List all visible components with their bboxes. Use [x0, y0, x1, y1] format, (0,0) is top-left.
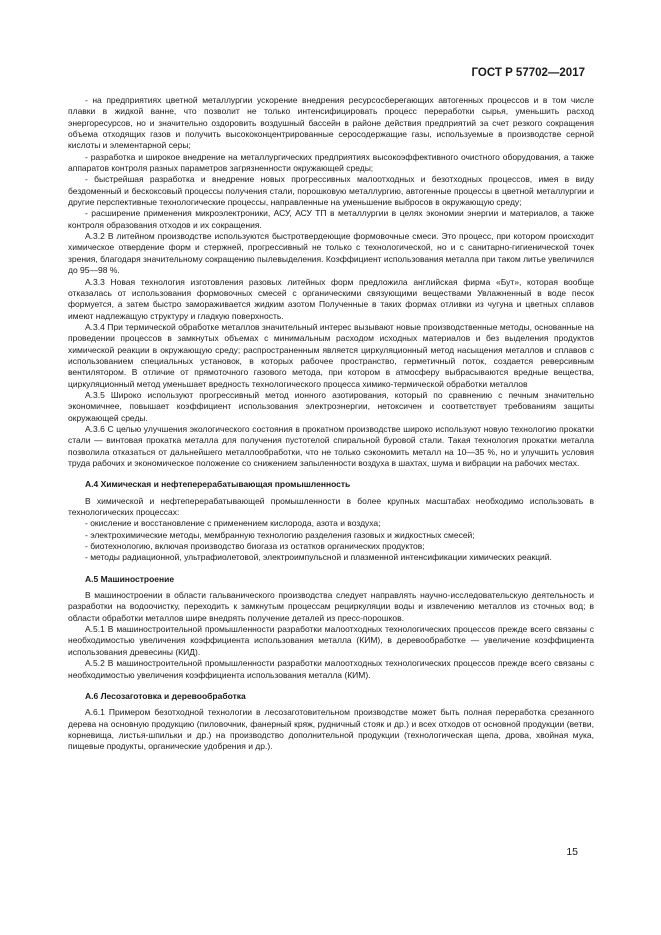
paragraph: А.3.6 С целью улучшения экологического состояния в прокатном производстве широко используют новую технологию прокатки стали — винтовая прокатка металла для получения пустотелой спиральной буровой стали. Такая технология прокатки металла позволила отказаться от дальнейшего металлообработки, что не только сэкономить металл на 10—35 %, но и улучшить условия труда рабочих и экономическое положение со снижением запыленности воздуха в шахтах, шума и вибрации на рабочих местах. — [68, 423, 594, 468]
paragraph: - электрохимические методы, мембранную технологию разделения газовых и жидкостных смесей; — [85, 529, 475, 540]
paragraph: - биотехнологию, включая производство биогаза из остатков органических продуктов; — [85, 541, 425, 552]
paragraph: - быстрейшая разработка и внедрение новых прогрессивных малоотходных и безотходных процессов, имея в виду бездоменный и бескоксовый процессы получения стали, порошковую металлургию, автогенные процессы в цветной металлургии и другие перспективные технологические процессы, направленные на уменьшение выбросов в окружающую среду; — [68, 174, 594, 208]
paragraph: - методы радиационной, ультрафиолетовой, электроимпульсной и плазменной интенсификации химических реакций. — [85, 552, 552, 563]
paragraph: А.3.3 Новая технология изготовления разовых литейных форм предложила английская фирма «Бут», которая вообще отказалась от использования формовочных смесей с органическими связующими веществами Увлажненный в воде песок формуется, а затем быстро замораживается жидким азотом Полученные в таких формах отливки из чугуна и цветных сплавов имеют надлежащую структуру и гладкую поверхность. — [68, 276, 594, 321]
paragraph: - разработка и широкое внедрение на металлургических предприятиях высокоэффективного очистного оборудования, а также аппаратов контроля разных параметров загрязненности окружающей среды; — [68, 151, 594, 174]
page-number: 15 — [566, 846, 578, 858]
section-heading: А.4 Химическая и нефтеперерабатывающая промышленность — [85, 479, 351, 490]
paragraph: В машиностроении в области гальванического производства следует направлять научно-исследовательскую деятельность и разработки на водоочистку, переходить к замкнутым процессам рециркуляции воды и извлечению металлов из сточных вод; в области обработки металлов шире внедрять получение деталей из пресс-порошков. — [68, 590, 594, 623]
paragraph: - на предприятиях цветной металлургии ускорение внедрения ресурсосберегающих автогенных процессов и в том числе плавки в жидкой ванне, что позволит не только интенсифицировать процесс переработки сырья, уменьшить расход энергоресурсов, но и значительно оздоровить воздушный бассейн в районе действия предприятий за счет резкого сокращения объема отходящих газов и получить высококонцентрированные серосодержащие газы, используемые в производстве серной кислоты и элементарной серы; — [68, 95, 594, 151]
paragraph: - окисление и восстановление с применением кислорода, азота и воздуха; — [85, 518, 381, 529]
section-heading: А.6 Лесозаготовка и деревообработка — [85, 690, 246, 701]
document-header: ГОСТ Р 57702—2017 — [471, 67, 585, 79]
paragraph: А.3.5 Широко используют прогрессивный метод ионного азотирования, который по сравнению с печным значительно экономичнее, повышает коэффициент использования электроэнергии, нетоксичен и соответствует требованиям защиты окружающей среды. — [68, 389, 594, 423]
paragraph: - расширение применения микроэлектроники, АСУ, АСУ ТП в металлургии в целях экономии энергии и материалов, а также контроля образования отходов и их сокращения. — [68, 208, 594, 230]
paragraph: А.3.4 При термической обработке металлов значительный интерес вызывают новые производственные методы, основанные на проведении процессов в замкнутых объемах с минимальным расходом исходных материалов и без выделения продуктов химической реакции в окружающую среду; распространенным является циркуляционный метод насыщения металлов и сплавов с использованием специальных установок, в которых рабочее пространство, герметичный поток, создается реверсивным вентилятором. В отличие от прямоточного газового метода, при котором в атмосферу выбрасываются вредные вещества, циркуляционный метод уменьшает вредность технологического процесса химико-термической обработки металлов — [68, 321, 594, 389]
paragraph: А.3.2 В литейном производстве используются быстротвердеющие формовочные смеси. Это процесс, при котором происходит химическое отвердение форм и стержней, прогрессивный не только с технологической, но и с санитарно-гигиенической точек зрения, благодаря значительному сокращению пылевыделения. Коэффициент использования металла при таком литье увеличился до 95—98 %. — [68, 231, 594, 276]
paragraph: А.5.1 В машиностроительной промышленности разработки малоотходных технологических процессов прежде всего связаны с необходимостью увеличения коэффициента использования металла (КИМ), в деревообработке — увеличение коэффициента использования древесины (КИД). — [68, 624, 594, 657]
document-body — [68, 95, 594, 753]
paragraph: А.6.1 Примером безотходной технологии в лесозаготовительном производстве может быть полная переработка срезанного дерева на основную продукцию (пиловочник, фанерный кряж, рудничный стояк и др.) и всех отходов от основной продукции (ветви, корневища, листья-шпильки и др.) на производство дополнительной продукции (технологическая щепа, дрова, хвойная мука, пищевые продукты, органические удобрения и др.). — [68, 707, 594, 752]
section-heading: А.5 Машиностроение — [85, 573, 175, 584]
paragraph: В химической и нефтеперерабатывающей промышленности в более крупных масштабах необходимо использовать в технологических процессах: — [68, 495, 594, 518]
paragraph: А.5.2 В машиностроительной промышленности разработки малоотходных технологических процессов прежде всего связаны с необходимостью увеличения коэффициента использования металла (КИМ). — [68, 658, 594, 680]
